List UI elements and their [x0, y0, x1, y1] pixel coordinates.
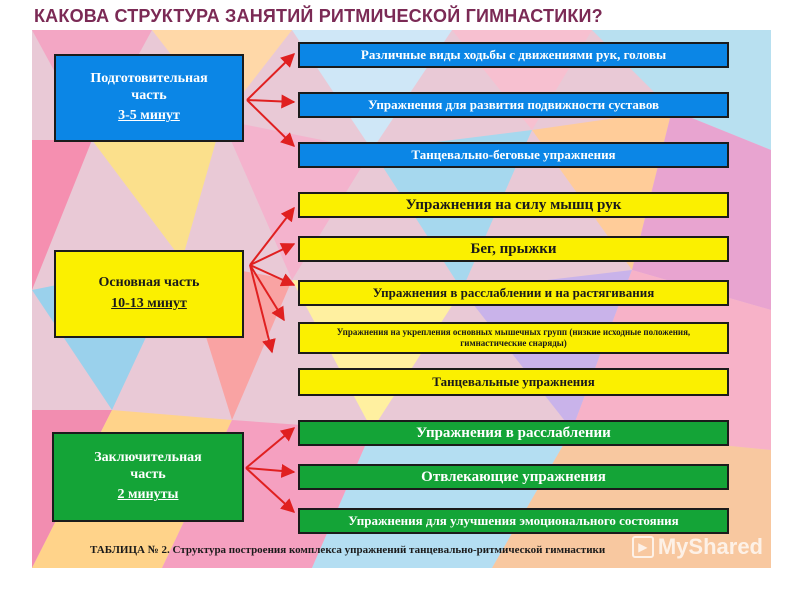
section-final-name-2: часть — [130, 466, 166, 482]
preparatory-item-3: Танцевально-беговые упражнения — [298, 142, 729, 168]
section-main — [54, 250, 244, 338]
section-main-name: Основная часть — [98, 275, 200, 291]
preparatory-item-1: Различные виды ходьбы с движениями рук, головы — [298, 42, 729, 68]
main-item-4: Упражнения на укрепления основных мышечных групп (низкие исходные положения, гимнастические снаряды) — [298, 322, 729, 354]
section-preparatory-duration: 3-5 минут — [118, 108, 180, 124]
watermark-text: MyShared — [657, 534, 763, 559]
section-preparatory-name-1: Подготовительная — [90, 70, 208, 86]
watermark — [632, 534, 763, 560]
arrow — [247, 100, 294, 146]
final-item-1: Упражнения в расслаблении — [298, 420, 729, 446]
main-item-5: Танцевальные упражнения — [298, 368, 729, 396]
final-item-3: Упражнения для улучшения эмоционального состояния — [298, 508, 729, 534]
section-preparatory-name-2: часть — [131, 87, 167, 103]
page-title: КАКОВА СТРУКТУРА ЗАНЯТИЙ РИТМИЧЕСКОЙ ГИМНАСТИКИ? — [34, 6, 603, 26]
section-final-name-1: Заключительная — [94, 449, 202, 465]
table-caption: ТАБЛИЦА № 2. Структура построения комплекса упражнений танцевально-ритмической гимнастики — [90, 544, 606, 556]
arrow — [247, 100, 294, 102]
section-final — [52, 432, 244, 522]
arrow — [250, 208, 294, 265]
section-main-duration: 10-13 минут — [111, 296, 187, 311]
arrow — [246, 428, 294, 468]
main-item-2: Бег, прыжки — [298, 236, 729, 262]
arrow — [246, 468, 294, 512]
arrow — [250, 265, 272, 352]
arrow — [246, 468, 294, 472]
arrow — [247, 54, 294, 100]
section-final-duration: 2 минуты — [117, 487, 179, 503]
slideshow-icon: ▶ — [632, 536, 654, 558]
section-preparatory — [54, 54, 244, 142]
main-item-1: Упражнения на силу мышц рук — [298, 192, 729, 218]
preparatory-item-2: Упражнения для развития подвижности суставов — [298, 92, 729, 118]
arrow — [250, 244, 294, 265]
main-item-3: Упражнения в расслаблении и на растягивания — [298, 280, 729, 306]
final-item-2: Отвлекающие упражнения — [298, 464, 729, 490]
diagram-canvas — [32, 30, 771, 568]
